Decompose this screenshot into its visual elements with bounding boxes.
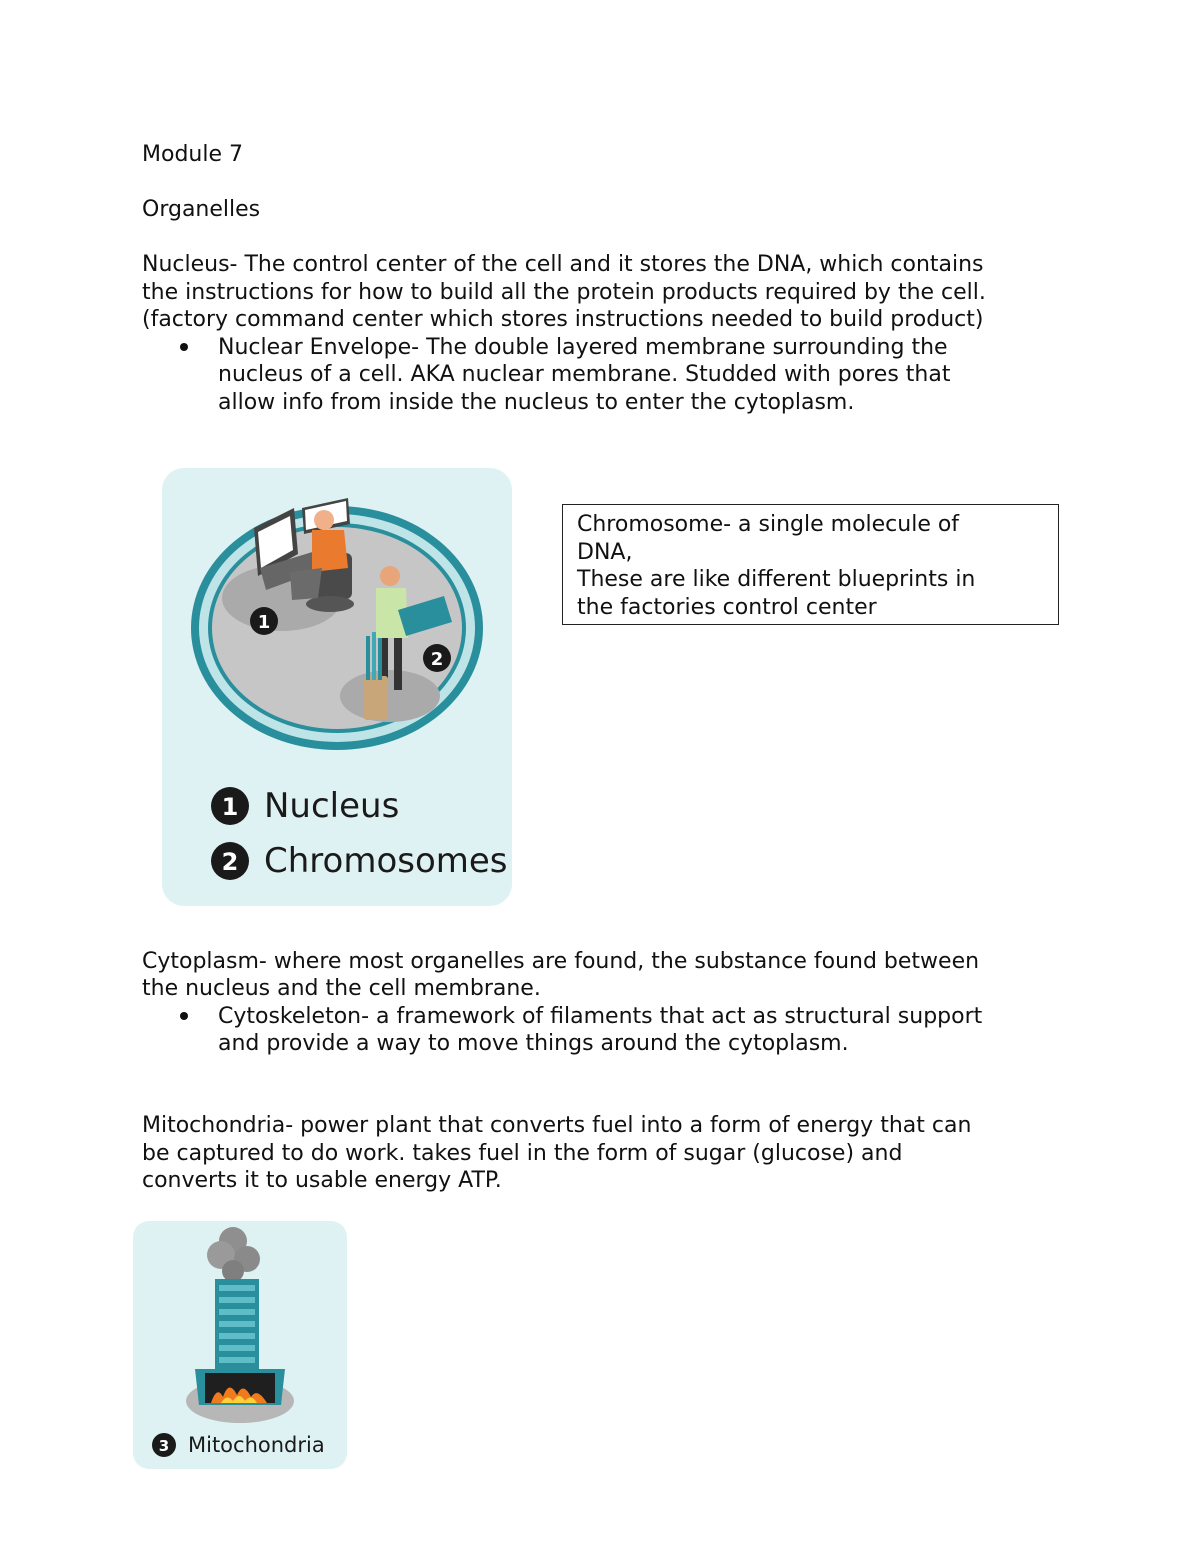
nucleus-text-line: Nucleus- The control center of the cell and it stores the DNA, which contains bbox=[142, 252, 984, 277]
nucleus-marker-number: 1 bbox=[257, 612, 271, 633]
module-title: Module 7 bbox=[142, 142, 243, 167]
mitochondria-line: converts it to usable energy ATP. bbox=[142, 1168, 502, 1193]
legend-chromosomes-label: Chromosomes bbox=[264, 841, 508, 881]
cytoskeleton-line: Cytoskeleton- a framework of filaments that act as structural support bbox=[218, 1004, 983, 1029]
chromosome-marker-number: 2 bbox=[430, 649, 444, 670]
legend-1-number: 1 bbox=[221, 793, 239, 821]
nucleus-text-line: (factory command center which stores instructions needed to build product) bbox=[142, 307, 984, 332]
nuclear-envelope-line: allow info from inside the nucleus to enter the cytoplasm. bbox=[218, 390, 855, 415]
mitochondria-illustration bbox=[133, 1221, 347, 1471]
legend-2-number: 2 bbox=[221, 848, 239, 876]
bullet-icon bbox=[180, 1012, 192, 1024]
nucleus-illustration bbox=[162, 468, 512, 908]
nucleus-text-line: the instructions for how to build all the protein products required by the cell. bbox=[142, 280, 986, 305]
mitochondria-line: be captured to do work. takes fuel in the form of sugar (glucose) and bbox=[142, 1141, 903, 1166]
cytoplasm-line: Cytoplasm- where most organelles are found, the substance found between bbox=[142, 949, 980, 974]
callout-line: These are like different blueprints in bbox=[577, 567, 976, 592]
callout-line: DNA, bbox=[577, 539, 633, 565]
mitochondria-figure bbox=[133, 1221, 347, 1477]
nuclear-envelope-line: Nuclear Envelope- The double layered membrane surrounding the bbox=[218, 335, 948, 360]
cytoplasm-line: the nucleus and the cell membrane. bbox=[142, 976, 541, 1001]
cytoskeleton-line: and provide a way to move things around the cytoplasm. bbox=[218, 1031, 849, 1056]
legend-nucleus-label: Nucleus bbox=[264, 786, 400, 826]
legend-mitochondria-label: Mitochondria bbox=[188, 1433, 325, 1457]
nuclear-envelope-line: nucleus of a cell. AKA nuclear membrane. Studded with pores that bbox=[218, 362, 951, 387]
callout-line: Chromosome- a single molecule of bbox=[577, 512, 960, 537]
bullet-icon bbox=[180, 343, 192, 355]
mitochondria-line: Mitochondria- power plant that converts fuel into a form of energy that can bbox=[142, 1113, 972, 1138]
legend-3-number: 3 bbox=[158, 1437, 170, 1455]
nucleus-figure bbox=[162, 468, 512, 914]
section-title: Organelles bbox=[142, 197, 261, 222]
callout-line: the factories control center bbox=[577, 594, 877, 620]
chromosome-callout bbox=[562, 504, 1059, 625]
